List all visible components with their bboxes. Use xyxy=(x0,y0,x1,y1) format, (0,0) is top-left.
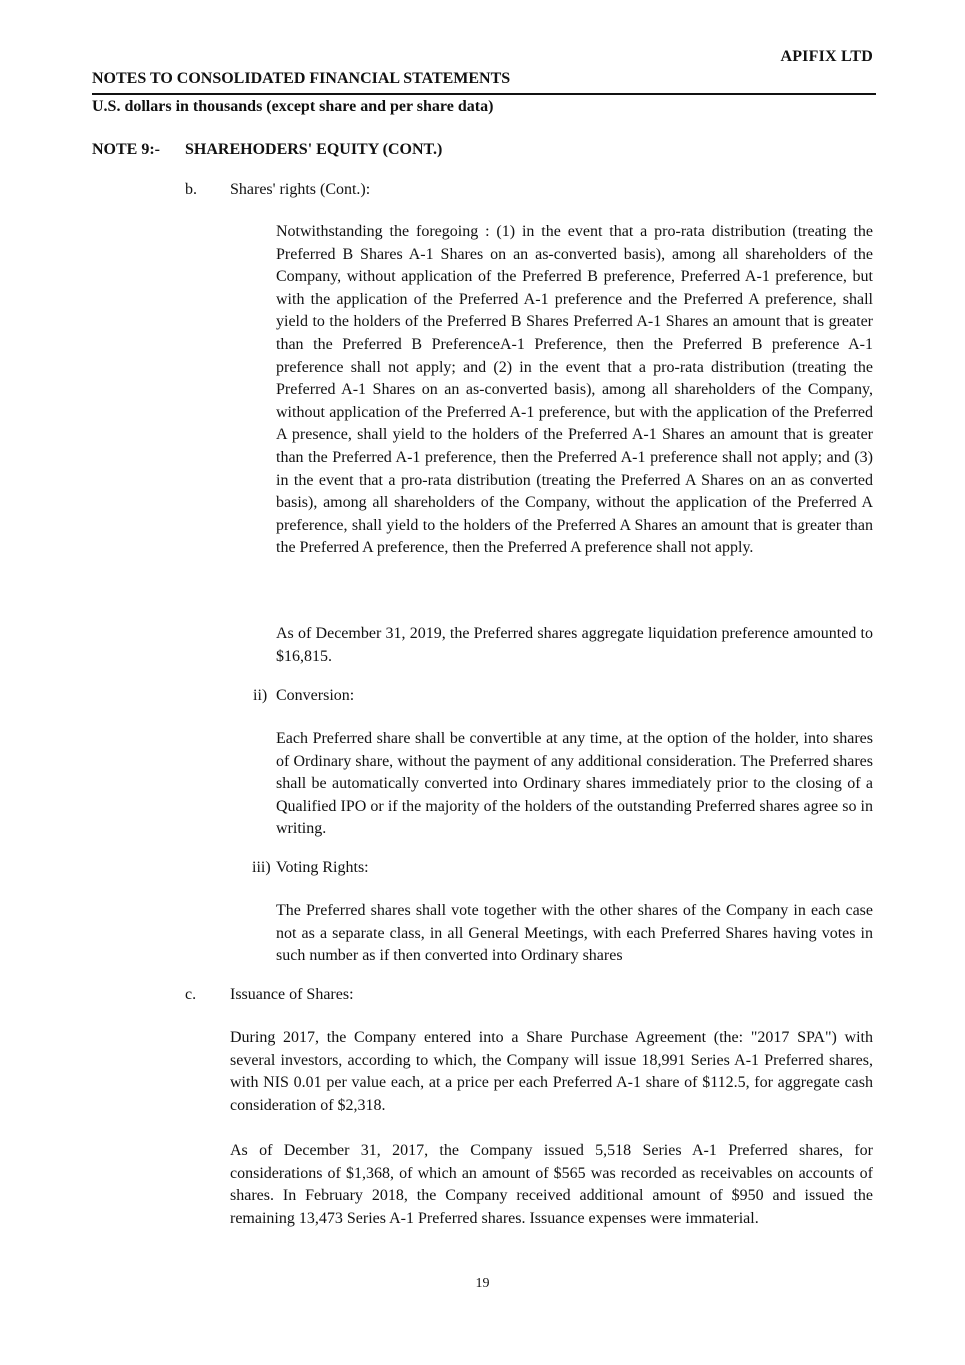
issuance-paragraph: As of December 31, 2017, the Company issued 5,518 Series A-1 Preferred shares, for considerations of $1,368, of which an amount of $565 was recorded as receivables on accounts of shares. In February 2018, the Company received additional amount of $950 and issued the remaining 13,473 Series A-1 Preferred shares. Issuance expenses were immaterial. xyxy=(230,1142,873,1227)
page-number: 19 xyxy=(475,1276,490,1291)
conversion-heading: Conversion: xyxy=(276,687,355,704)
note-number: NOTE 9:- xyxy=(92,141,160,158)
conversion-paragraph: Each Preferred share shall be convertible at any time, at the option of the holder, into shares of Ordinary share, without the payment of any additional consideration. The Preferred shares shall be automatically converted into Ordinary shares immediately prior to the closing of a Qualified IPO or if the majority of the holders of the outstanding Preferred shares agree so in writing. xyxy=(276,730,873,838)
spa-paragraph: During 2017, the Company entered into a Share Purchase Agreement (the: "2017 SPA") with several investors, according to which, the Company will issue 18,991 Series A-1 Preferred shares, with NIS 0.01 per value each, at a price per each Preferred A-1 share of $112.5, for aggregate cash consideration of $2,318. xyxy=(230,1029,873,1114)
section-c-marker: c. xyxy=(185,986,197,1003)
voting-rights-paragraph: The Preferred shares shall vote together with the other shares of the Company in each case not as a separate class, in all General Meetings, with each Preferred Shares having votes in such number as if then converted into Ordinary shares xyxy=(276,902,873,965)
voting-rights-marker: iii) xyxy=(252,859,271,876)
document-title: NOTES TO CONSOLIDATED FINANCIAL STATEMENTS xyxy=(92,70,511,87)
section-b-heading: Shares' rights (Cont.): xyxy=(230,181,371,198)
section-b-marker: b. xyxy=(185,181,197,198)
section-c-heading: Issuance of Shares: xyxy=(230,986,354,1003)
note-title: SHAREHODERS' EQUITY (CONT.) xyxy=(185,141,443,158)
conversion-marker: ii) xyxy=(253,687,268,704)
liquidation-preference-paragraph: As of December 31, 2019, the Preferred shares aggregate liquidation preference amounted to $16,815. xyxy=(276,625,873,665)
header-divider xyxy=(92,93,876,95)
company-name: APIFIX LTD xyxy=(780,48,873,65)
preference-paragraph: Notwithstanding the foregoing : (1) in the event that a pro-rata distribution (treating the Preferred B Shares A-1 Shares on an as-converted basis), among all shareholders of the Company, without application of the Preferred B preference, Preferred A-1 preference, but with the application of the Preferred A-1 preference and the Preferred A preference, shall yield to the holders of the Preferred B Shares Preferred A-1 Shares an amount that is greater than the Preferred B PreferenceA-1 Preference, then the Preferred B preference A-1 preference shall not apply; and (2) in the event that a pro-rata distribution (treating the Preferred A-1 Shares on an as-converted basis), among all shareholders of the Company, without application of the Preferred A-1 preference, but with the application of the Preferred A presence, shall yield to the holders of the Preferred A-1 Shares an amount that is greater than the Preferred A-1 preference, then the Preferred A-1 preference shall not apply; and (3) in the event that a pro-rata distribution (treating the Preferred A Shares on an as converted basis), among all shareholders of the Company, without the application of the Preferred A preference, shall yield to the holders of the Preferred A Shares an amount that is greater than the Preferred A preference, then the Preferred A preference shall not apply. xyxy=(276,223,873,557)
voting-rights-heading: Voting Rights: xyxy=(276,859,369,876)
units-note: U.S. dollars in thousands (except share and per share data) xyxy=(92,98,494,115)
